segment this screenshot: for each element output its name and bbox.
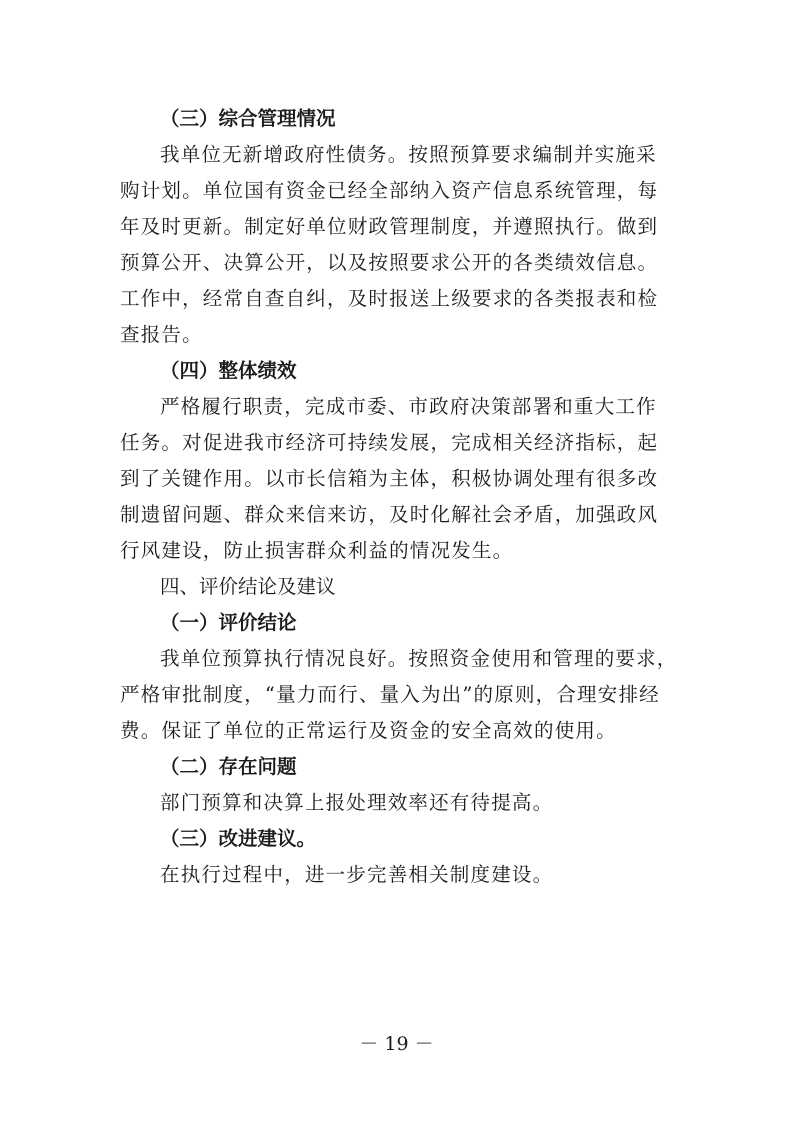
heading-existing-problems: （二）存在问题 — [160, 755, 297, 778]
paragraph-existing-problems: 部门预算和决算上报处理效率还有待提高。 — [160, 791, 554, 814]
paragraph-comprehensive-management: 我单位无新增政府性债务。按照预算要求编制并实施采 购计划。单位国有资金已经全部纳入资产信息系统管理，每 年及时更新。制定好单位财政管理制度，并遵照执行。做到 预算公开、决算公开，以及按照要求公开的各类绩效信息。 工作中，经常自查自纠，及时报送上级要求的各类报表和检 查报告。 — [120, 143, 659, 346]
page-content — [120, 101, 680, 893]
page-number: － 19 － — [359, 1033, 434, 1055]
heading-evaluation-conclusion: （一）评价结论 — [160, 611, 297, 634]
heading-comprehensive-management: （三）综合管理情况 — [160, 107, 336, 130]
paragraph-evaluation-conclusion: 我单位预算执行情况良好。按照资金使用和管理的要求， 严格审批制度，“量力而行、量入为出”的原则，合理安排经 费。保证了单位的正常运行及资金的安全高效的使用。 — [120, 647, 678, 742]
heading-conclusions-and-suggestions: 四、评价结论及建议 — [160, 575, 336, 598]
heading-overall-performance: （四）整体绩效 — [160, 359, 297, 382]
paragraph-improvement-suggestions: 在执行过程中，进一步完善相关制度建设。 — [160, 863, 554, 886]
paragraph-overall-performance: 严格履行职责，完成市委、市政府决策部署和重大工作 任务。对促进我市经济可持续发展，完成相关经济指标，起 到了关键作用。以市长信箱为主体，积极协调处理有很多改 制遗留问题、群众来信来访，及时化解社会矛盾，加强政风 行风建设，防止损害群众利益的情况发生。 — [120, 395, 659, 562]
heading-improvement-suggestions: （三）改进建议。 — [160, 827, 317, 850]
